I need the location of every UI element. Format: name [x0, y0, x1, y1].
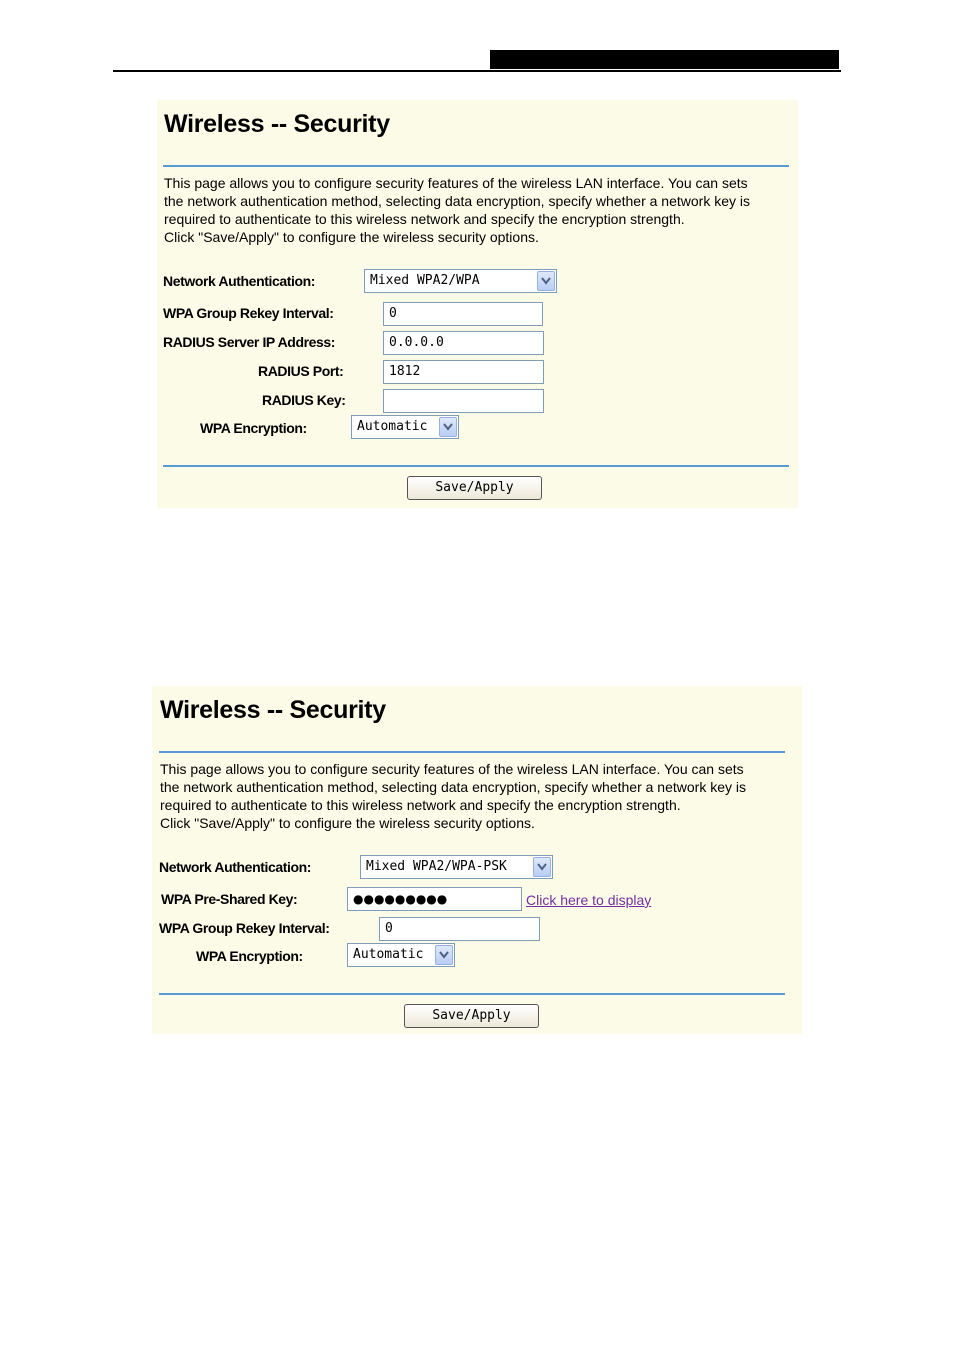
- radius-port-label: RADIUS Port:: [258, 363, 344, 379]
- radius-key-input[interactable]: [383, 389, 544, 413]
- chevron-down-icon[interactable]: [435, 945, 453, 965]
- encryption-label: WPA Encryption:: [200, 420, 307, 436]
- chevron-down-icon[interactable]: [533, 857, 551, 877]
- rekey-interval-label: WPA Group Rekey Interval:: [163, 305, 334, 321]
- radius-ip-label: RADIUS Server IP Address:: [163, 334, 336, 350]
- network-auth-label: Network Authentication:: [159, 859, 312, 875]
- network-auth-select[interactable]: [364, 269, 557, 293]
- chevron-down-icon[interactable]: [537, 271, 555, 291]
- header-bar: [490, 50, 839, 69]
- page-title: Wireless -- Security: [164, 110, 390, 138]
- display-key-link[interactable]: Click here to display: [526, 892, 652, 908]
- encryption-select[interactable]: [351, 415, 459, 439]
- chevron-down-icon[interactable]: [439, 417, 457, 437]
- psk-label: WPA Pre-Shared Key:: [161, 891, 298, 907]
- encryption-value: Automatic: [353, 947, 424, 962]
- rekey-interval-input[interactable]: 0: [383, 302, 543, 326]
- page-title: Wireless -- Security: [160, 696, 386, 724]
- divider: [163, 465, 789, 467]
- radius-ip-input[interactable]: 0.0.0.0: [383, 331, 544, 355]
- psk-input[interactable]: ●●●●●●●●●: [347, 887, 522, 911]
- rekey-interval-input[interactable]: 0: [379, 917, 540, 941]
- encryption-select[interactable]: [347, 943, 455, 967]
- page-description: This page allows you to configure security features of the wireless LAN interface. You can sets the network authentication method, selecting data encryption, specify whether a network key is required to authenticate to this wireless network and specify the encryption strength. Click "Save/Apply" to configure the wireless security options.: [164, 175, 750, 245]
- radius-key-label: RADIUS Key:: [262, 392, 346, 408]
- divider: [159, 751, 785, 753]
- network-auth-value: Mixed WPA2/WPA: [370, 273, 480, 288]
- save-apply-button[interactable]: Save/Apply: [404, 1004, 539, 1028]
- header-rule: [113, 70, 841, 72]
- encryption-label: WPA Encryption:: [196, 948, 303, 964]
- network-auth-value: Mixed WPA2/WPA-PSK: [366, 859, 507, 874]
- security-panel-radius: [157, 100, 798, 508]
- save-apply-button[interactable]: Save/Apply: [407, 476, 542, 500]
- rekey-interval-label: WPA Group Rekey Interval:: [159, 920, 330, 936]
- network-auth-label: Network Authentication:: [163, 273, 316, 289]
- radius-port-input[interactable]: 1812: [383, 360, 544, 384]
- network-auth-select[interactable]: [360, 855, 553, 879]
- security-panel-psk: [152, 686, 802, 1034]
- encryption-value: Automatic: [357, 419, 428, 434]
- divider: [163, 165, 789, 167]
- divider: [159, 993, 785, 995]
- page-description: This page allows you to configure security features of the wireless LAN interface. You can sets the network authentication method, selecting data encryption, specify whether a network key is required to authenticate to this wireless network and specify the encryption strength. Click "Save/Apply" to configure the wireless security options.: [160, 761, 746, 831]
